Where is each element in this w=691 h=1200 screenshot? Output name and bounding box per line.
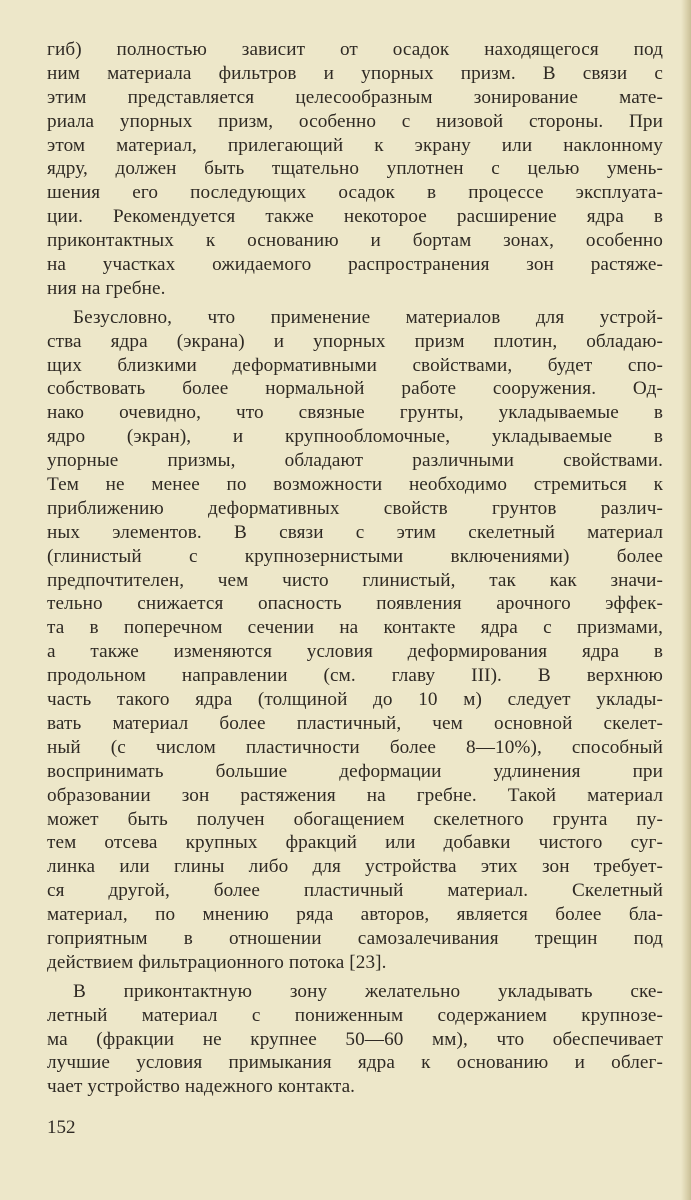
- text-line: действием фильтрационного потока [23].: [47, 951, 387, 973]
- paragraph-2: [47, 306, 663, 975]
- text-line: ним материала фильтров и упорных призм. В связи с: [47, 62, 663, 84]
- text-line: продольном направлении (см. главу III). В верхнюю: [47, 665, 663, 687]
- text-line: ядро (экран), и крупнообломочные, укладываемые в: [47, 426, 663, 448]
- text-line: линка или глины либо для устройства этих зон требует-: [47, 856, 663, 878]
- text-line: ства ядра (экрана) и упорных призм плотин, обладаю-: [47, 330, 663, 352]
- text-line: приближению деформативных свойств грунтов различ-: [47, 497, 663, 519]
- text-line: гиб) полностью зависит от осадок находящегося под: [47, 39, 663, 60]
- text-line: собствовать более нормальной работе сооружения. Од-: [47, 378, 663, 400]
- text-line: этим представляется целесообразным зонирование мате-: [47, 86, 663, 108]
- text-line: воспринимать большие деформации удлинения при: [47, 760, 663, 782]
- paragraph-3: [47, 980, 663, 1099]
- text-line: риала упорных призм, особенно с низовой стороны. При: [47, 110, 663, 132]
- text-line: тельно снижается опасность появления арочного эффек-: [47, 593, 663, 615]
- text-line: приконтактных к основанию и бортам зонах, особенно: [47, 230, 663, 252]
- body-text: [47, 38, 663, 1104]
- text-line: упорные призмы, обладают различными свойствами.: [47, 450, 663, 472]
- text-line: щих близкими деформативными свойствами, будет спо-: [47, 354, 663, 376]
- text-line: Тем не менее по возможности необходимо стремиться к: [47, 474, 663, 496]
- text-line: лучшие условия примыкания ядра к основанию и облег-: [47, 1052, 663, 1074]
- text-line: нако очевидно, что связные грунты, укладываемые в: [47, 402, 663, 424]
- text-line: часть такого ядра (толщиной до 10 м) следует уклады-: [47, 689, 663, 711]
- text-line: В приконтактную зону желательно укладывать ске-: [73, 980, 663, 1002]
- text-line: образовании зон растяжения на гребне. Такой материал: [47, 784, 663, 806]
- text-line: этом материал, прилегающий к экрану или наклонному: [47, 134, 663, 156]
- text-line: может быть получен обогащением скелетного грунта пу-: [47, 808, 663, 830]
- text-line: вать материал более пластичный, чем основной скелет-: [47, 712, 663, 734]
- text-line: ции. Рекомендуется также некоторое расширение ядра в: [47, 206, 663, 228]
- text-line: ных элементов. В связи с этим скелетный материал: [47, 521, 663, 543]
- text-line: материал, по мнению ряда авторов, является более бла-: [47, 904, 663, 926]
- text-line: ния на гребне.: [47, 277, 166, 299]
- page-number: 152: [47, 1117, 76, 1138]
- text-line: предпочтителен, чем чисто глинистый, так как значи-: [47, 569, 663, 591]
- text-line: (глинистый с крупнозернистыми включениями) более: [47, 545, 663, 567]
- text-line: шения его последующих осадок в процессе эксплуата-: [47, 182, 663, 204]
- text-line: ядру, должен быть тщательно уплотнен с целью умень-: [47, 158, 663, 180]
- text-line: гоприятным в отношении самозалечивания трещин под: [47, 927, 663, 949]
- page-edge-shadow: [681, 0, 691, 1200]
- text-line: ный (с числом пластичности более 8—10%), способный: [47, 736, 663, 758]
- text-line: ма (фракции не крупнее 50—60 мм), что обеспечивает: [47, 1028, 663, 1050]
- text-line: чает устройство надежного контакта.: [47, 1076, 356, 1098]
- paragraph-1: [47, 38, 663, 301]
- text-line: а также изменяются условия деформирования ядра в: [47, 641, 663, 663]
- text-line: ся другой, более пластичный материал. Скелетный: [47, 880, 663, 902]
- text-line: летный материал с пониженным содержанием крупнозе-: [47, 1004, 663, 1026]
- text-line: тем отсева крупных фракций или добавки чистого суг-: [47, 832, 663, 854]
- text-line: на участках ожидаемого распространения зон растяже-: [47, 254, 663, 276]
- text-line: Безусловно, что применение материалов для устрой-: [73, 306, 663, 328]
- text-line: та в поперечном сечении на контакте ядра с призмами,: [47, 617, 663, 639]
